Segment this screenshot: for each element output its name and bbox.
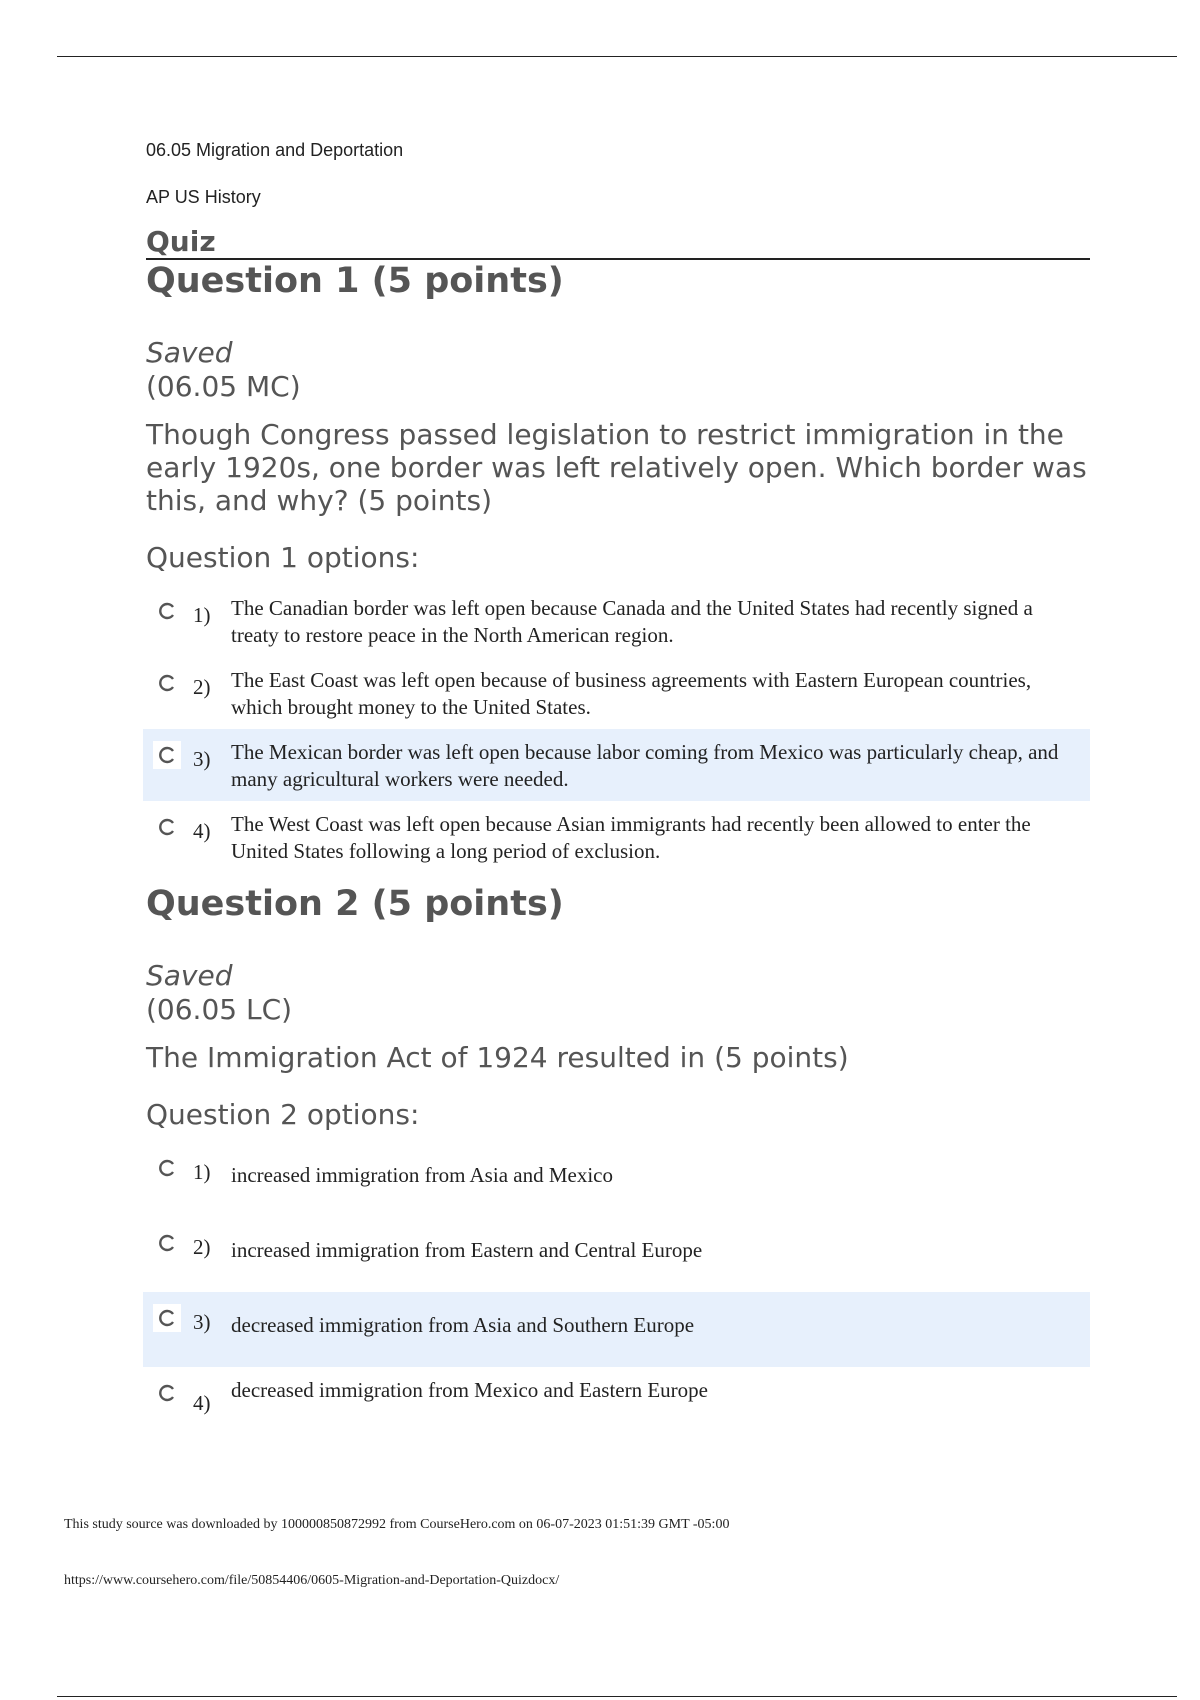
answer-option-3-selected[interactable]	[143, 729, 1090, 801]
question-heading	[146, 260, 1090, 302]
option-text: decreased immigration from Asia and Southern Europe	[231, 1313, 695, 1337]
question-points: (5 points)	[371, 884, 564, 924]
bottom-rule	[57, 1696, 1177, 1697]
option-text: The West Coast was left open because Asian immigrants had recently been allowed to enter the United States following a long period of exclusion.	[231, 812, 1031, 863]
question-2	[146, 883, 1090, 1442]
radio-button-icon[interactable]	[153, 1304, 181, 1332]
option-text: increased immigration from Eastern and Central Europe	[231, 1238, 703, 1262]
option-text: decreased immigration from Mexico and Eastern Europe	[231, 1378, 708, 1402]
option-text: The Canadian border was left open because Canada and the United States had recently signed a treaty to restore peace in the North American region.	[231, 596, 1033, 647]
question-1	[146, 260, 1090, 873]
lesson-title: 06.05 Migration and Deportation	[146, 140, 404, 160]
radio-button-icon[interactable]	[153, 741, 181, 769]
saved-status: Saved	[146, 336, 233, 369]
question-code: (06.05 MC)	[146, 370, 301, 403]
quiz-title: Quiz	[146, 226, 1090, 260]
options-list	[146, 1142, 1090, 1442]
option-number: 3)	[193, 1310, 211, 1334]
option-number: 4)	[193, 1391, 211, 1415]
option-number: 1)	[193, 1160, 211, 1184]
radio-button-icon[interactable]	[153, 1154, 181, 1182]
radio-button-icon[interactable]	[153, 1229, 181, 1257]
option-text: The East Coast was left open because of business agreements with Eastern European countries, which brought money to the United States.	[231, 668, 1032, 719]
download-note: This study source was downloaded by 100000850872992 from CourseHero.com on 06-07-2023 01:51:39 GMT -05:00	[64, 1517, 730, 1532]
option-number: 1)	[193, 603, 211, 627]
option-number: 4)	[193, 819, 211, 843]
answer-option-4[interactable]	[143, 801, 1090, 873]
top-rule	[57, 56, 1177, 57]
options-list	[146, 585, 1090, 873]
radio-button-icon[interactable]	[153, 813, 181, 841]
option-number: 3)	[193, 747, 211, 771]
option-number: 2)	[193, 1235, 211, 1259]
option-text: The Mexican border was left open because labor coming from Mexico was particularly cheap, and many agricultural workers were needed.	[231, 740, 1059, 791]
answer-option-1[interactable]	[143, 1142, 1090, 1217]
source-url[interactable]: https://www.coursehero.com/file/50854406/0605-Migration-and-Deportation-Quizdocx/	[64, 1573, 560, 1588]
question-points: (5 points)	[371, 261, 564, 301]
answer-option-2[interactable]	[143, 1217, 1090, 1292]
saved-status: Saved	[146, 959, 233, 992]
answer-option-1[interactable]	[143, 585, 1090, 657]
radio-button-icon[interactable]	[153, 597, 181, 625]
course-name: AP US History	[146, 187, 261, 207]
options-label: Question 1 options:	[146, 541, 420, 574]
answer-option-3-selected[interactable]	[143, 1292, 1090, 1367]
question-title: Question 2	[146, 884, 360, 924]
answer-option-2[interactable]	[143, 657, 1090, 729]
radio-button-icon[interactable]	[153, 669, 181, 697]
question-heading	[146, 883, 1090, 925]
quiz-document	[146, 140, 1090, 1442]
option-text: increased immigration from Asia and Mexico	[231, 1163, 613, 1187]
question-title: Question 1	[146, 261, 360, 301]
question-code: (06.05 LC)	[146, 993, 293, 1026]
answer-option-4[interactable]	[143, 1367, 1090, 1442]
question-prompt: Though Congress passed legislation to restrict immigration in the early 1920s, one border was left relatively open. Which border was this, and why? (5 points)	[146, 418, 1087, 517]
options-label: Question 2 options:	[146, 1098, 420, 1131]
option-number: 2)	[193, 675, 211, 699]
question-prompt: The Immigration Act of 1924 resulted in (5 points)	[146, 1041, 849, 1074]
radio-button-icon[interactable]	[153, 1379, 181, 1407]
